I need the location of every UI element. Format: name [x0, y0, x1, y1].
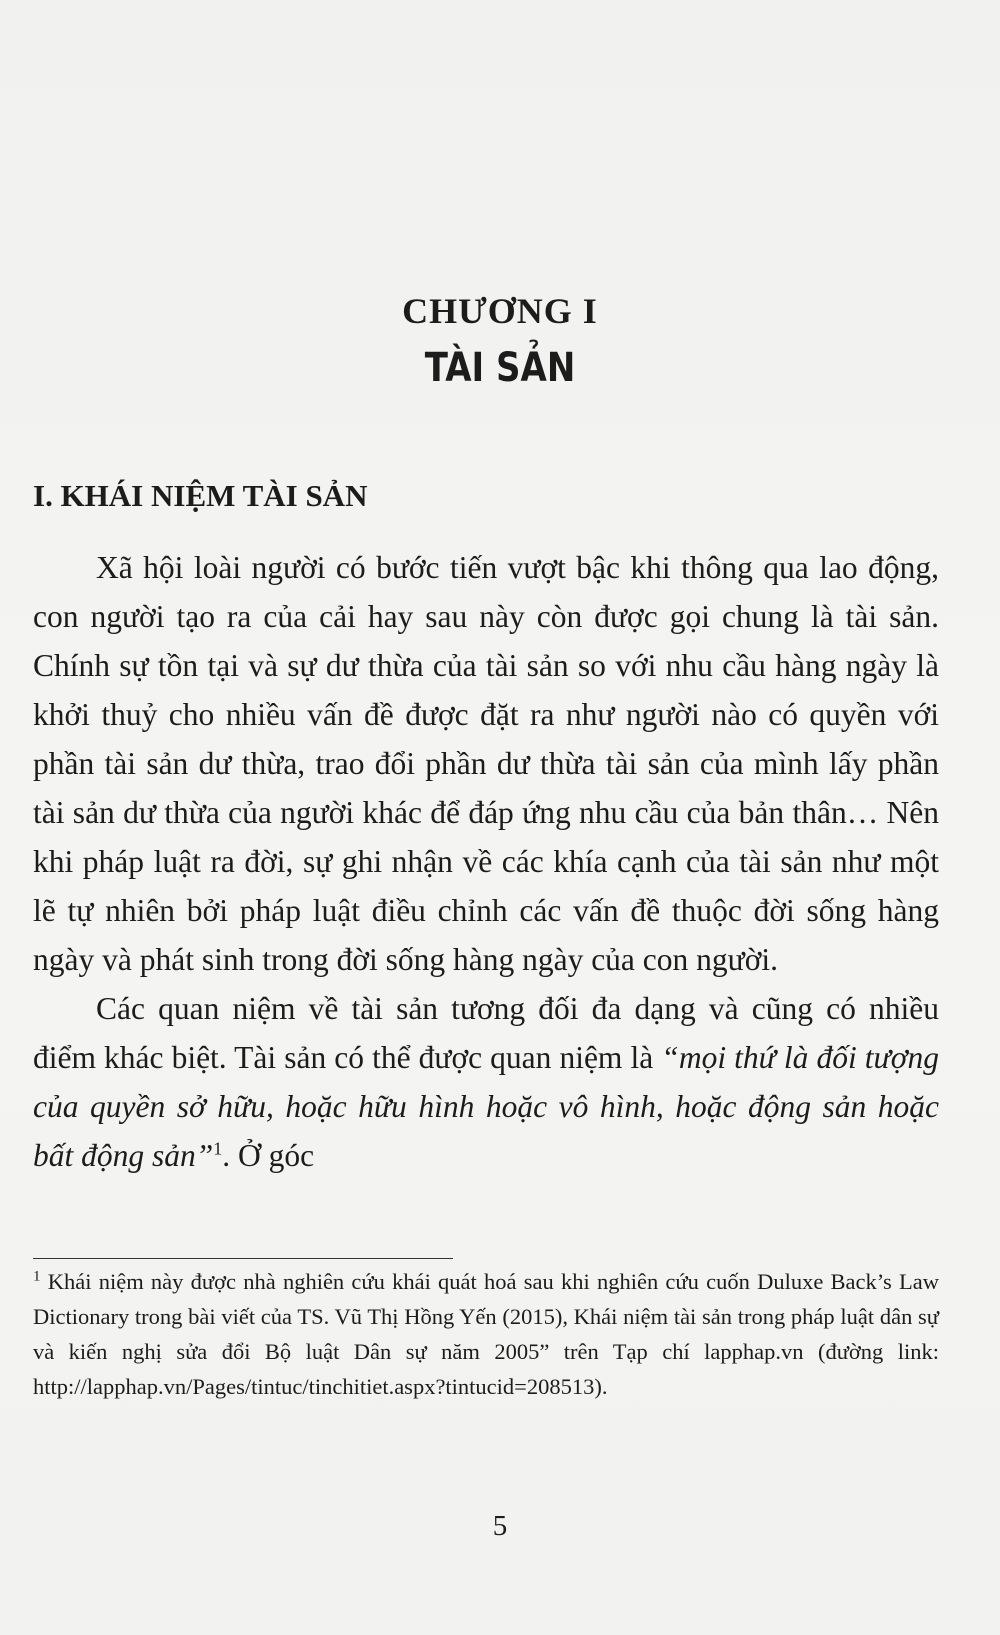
footnote-reference: 1	[213, 1138, 223, 1159]
footnote-divider	[33, 1258, 453, 1259]
paragraph: Xã hội loài người có bước tiến vượt bậc khi thông qua lao động, con người tạo ra của cải hay sau này còn được gọi chung là tài sản. Chính sự tồn tại và sự dư thừa của tài sản so với nhu cầu hàng ngày là khởi thuỷ cho nhiều vấn đề được đặt ra như người nào có quyền với phần tài sản dư thừa, trao đổi phần dư thừa tài sản của mình lấy phần tài sản dư thừa của người khác để đáp ứng nhu cầu của bản thân… Nên khi pháp luật ra đời, sự ghi nhận về các khía cạnh của tài sản như một lẽ tự nhiên bởi pháp luật điều chỉnh các vấn đề thuộc đời sống hàng ngày và phát sinh trong đời sống hàng ngày của con người.	[33, 550, 939, 977]
footnote	[33, 1264, 939, 1404]
paragraph-text: . Ở góc	[222, 1138, 315, 1173]
body-text	[33, 543, 939, 1180]
chapter-title: TÀI SẢN	[424, 345, 576, 391]
paragraph	[33, 984, 939, 1180]
footnote-text: Khái niệm này được nhà nghiên cứu khái quát hoá sau khi nghiên cứu cuốn Duluxe Back’s Law Dictionary trong bài viết của TS. Vũ Thị Hồng Yến (2015), Khái niệm tài sản trong pháp luật dân sự và kiến nghị sửa đổi Bộ luật Dân sự năm 2005” trên Tạp chí lapphap.vn (đường link: http://lapphap.vn/Pages/tintuc/tinchitiet.aspx?tintucid=208513).	[33, 1269, 939, 1399]
paragraph-text: Các quan niệm về tài sản tương đối đa dạng và cũng có nhiều điểm khác biệt. Tài sản có thể được quan niệm là	[33, 991, 939, 1075]
chapter-label: CHƯƠNG I	[402, 291, 598, 331]
section-heading: I. KHÁI NIỆM TÀI SẢN	[33, 478, 368, 513]
page-number: 5	[492, 1510, 508, 1542]
footnote-number: 1	[33, 1268, 41, 1285]
definition-quote: “mọi thứ là đối tượng của quyền sở hữu, hoặc hữu hình hoặc vô hình, hoặc động sản hoặc bất động sản”	[33, 1040, 940, 1173]
